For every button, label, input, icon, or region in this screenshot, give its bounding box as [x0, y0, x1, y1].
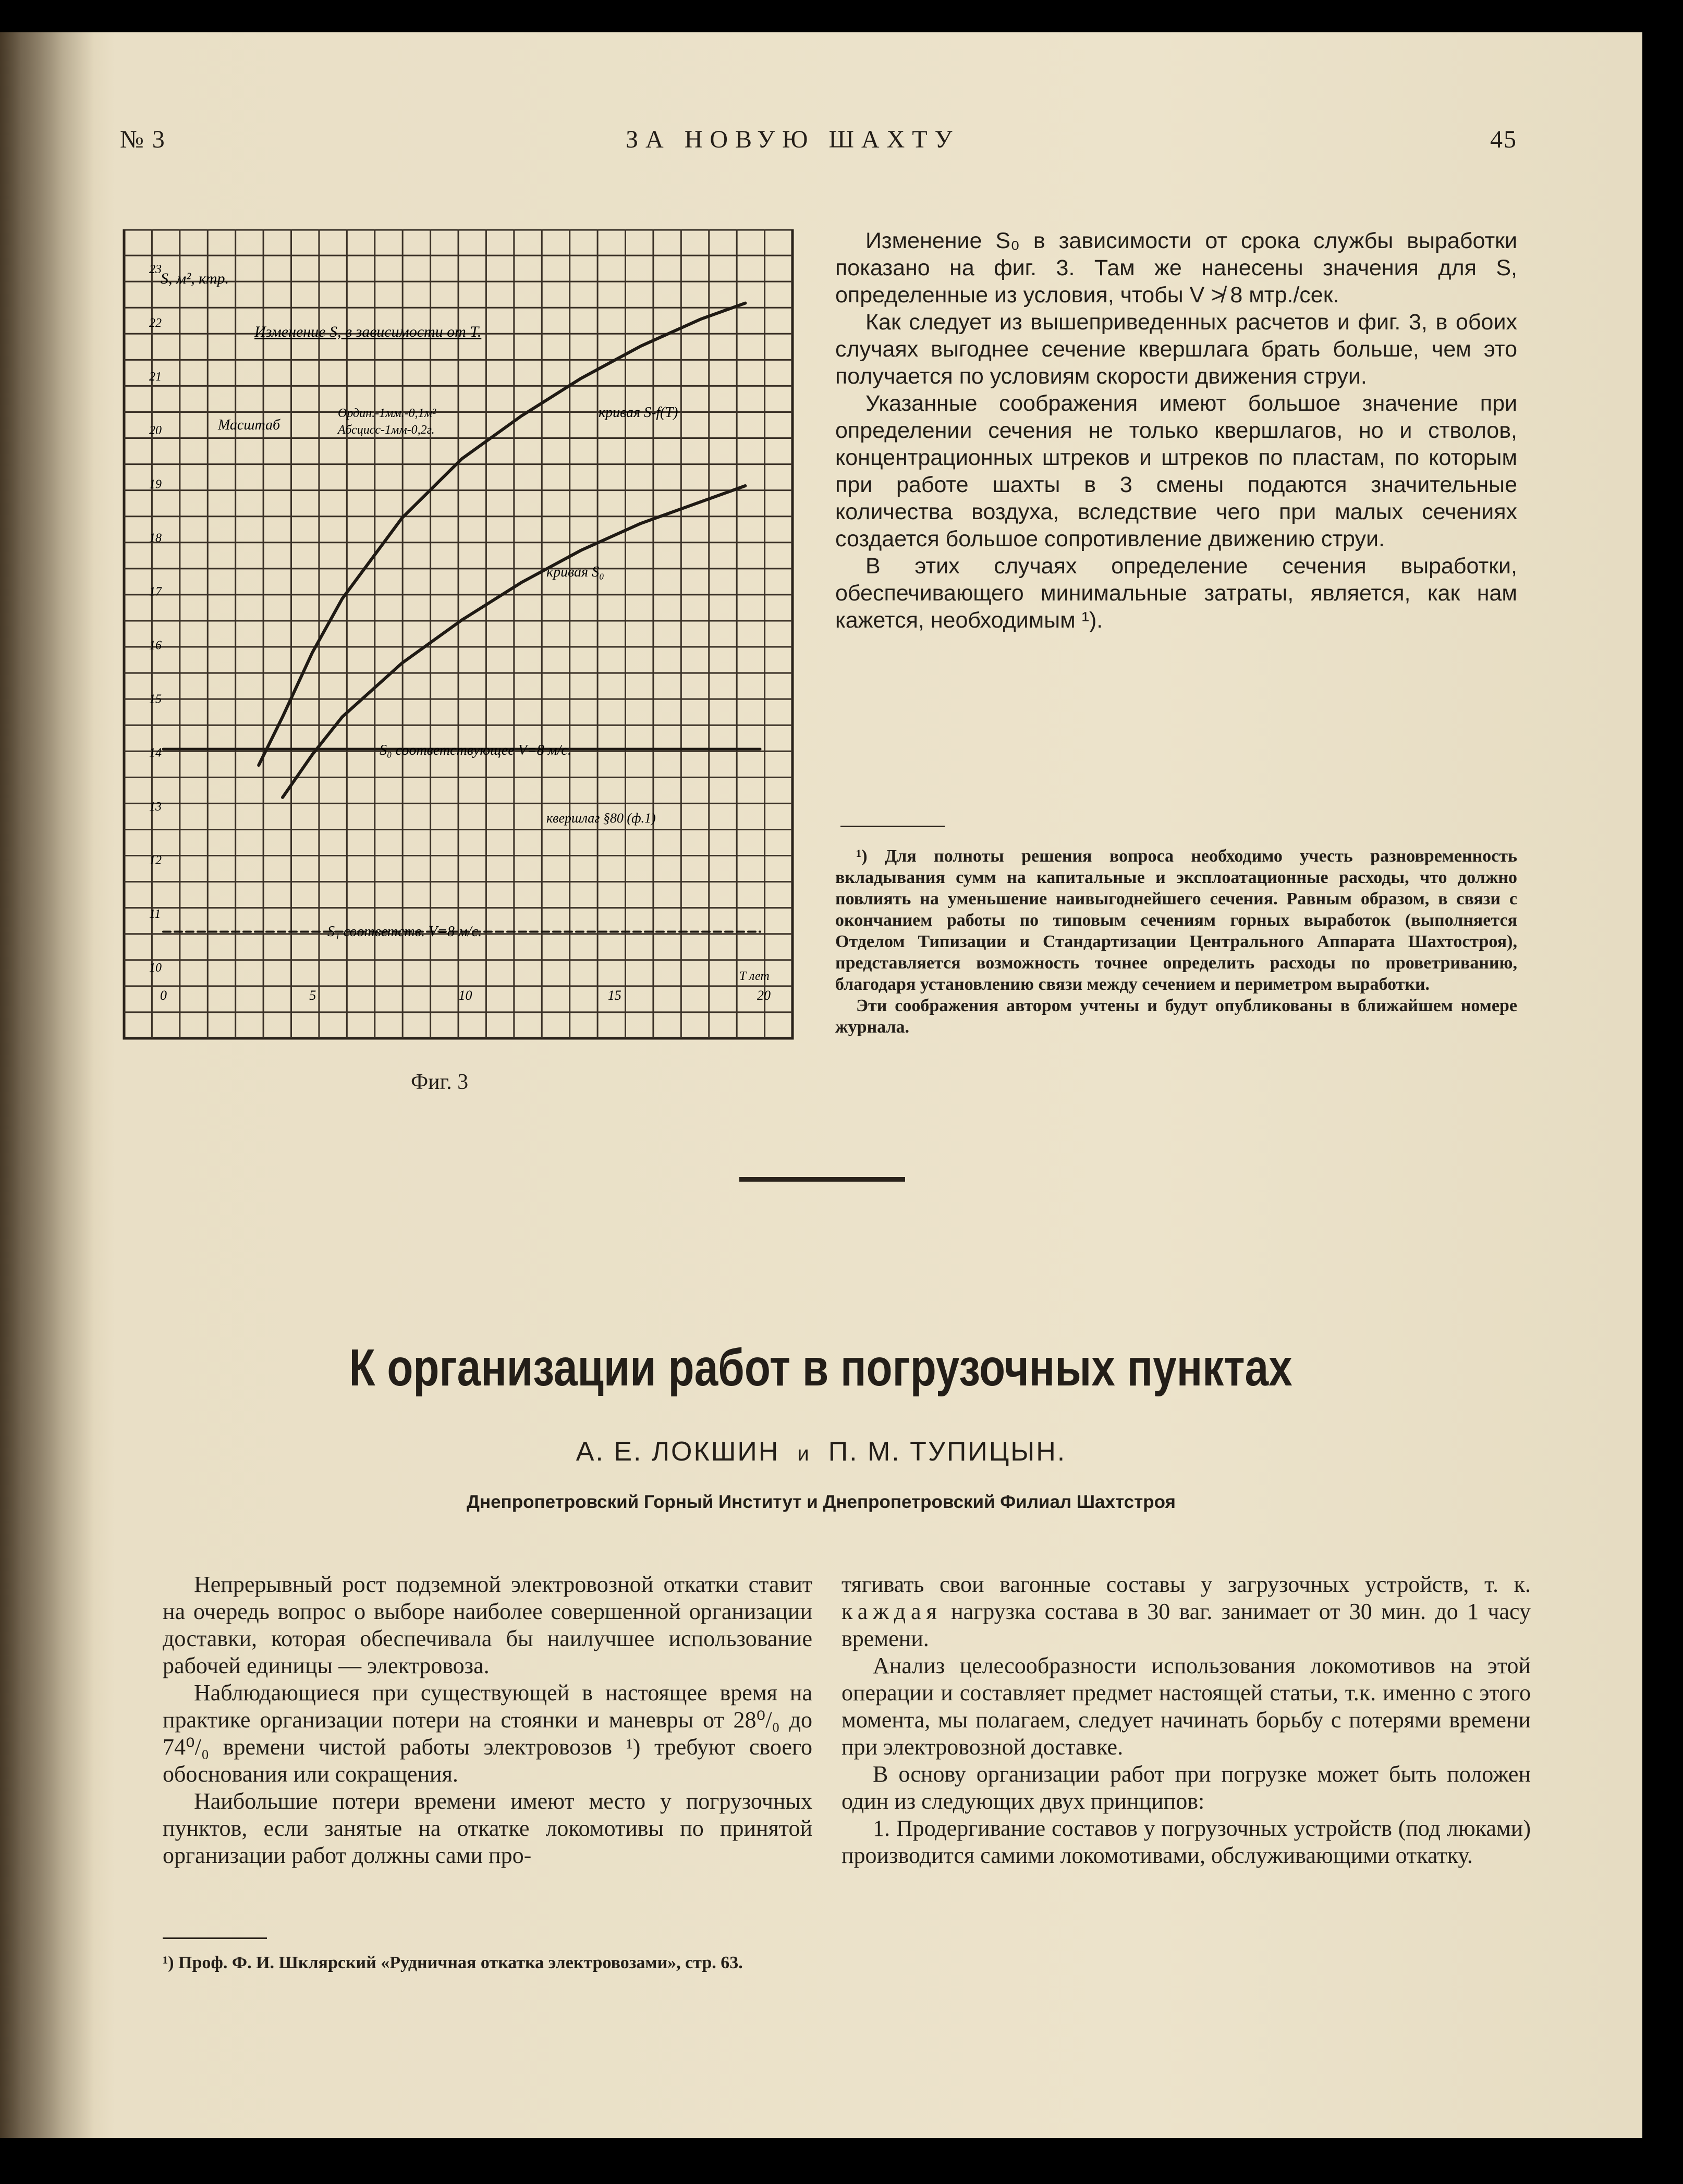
spaced-word: каждая	[842, 1599, 942, 1624]
y-tick-label: 13	[149, 800, 162, 814]
paragraph: Анализ целесообразности использования локомотивов на этой операции и составляет предмет настоящей статьи, т.к. именно с этого момента, мы полагаем, следует начинать борьбу с потерями времени при электровозной доставке.	[842, 1653, 1531, 1760]
y-tick-label: 12	[149, 853, 162, 867]
footnote-text: ¹) Проф. Ф. И. Шклярский «Рудничная откатка электровозами», стр. 63.	[163, 1953, 743, 1972]
journal-title: ЗА НОВУЮ ШАХТУ	[626, 126, 960, 153]
paragraph: 1. Продергивание составов у погрузочных устройств (под люками) производится самими локомотивами, обслуживающими откатку.	[842, 1815, 1531, 1868]
chart-svg	[119, 229, 797, 1053]
chart-grid	[124, 229, 792, 1038]
y-tick-label: 16	[149, 639, 162, 653]
scale-abscissa: Абсцисс-1мм-0,2г.	[338, 423, 435, 437]
paragraph: Как следует из вышеприведенных расчетов и фиг. 3, в обоих случаях выгоднее сечение квершлага брать больше, чем это получается по условиям скорости движения струи.	[835, 310, 1517, 389]
y-tick-label: 15	[149, 692, 162, 706]
authors-conjunction: и	[797, 1442, 811, 1465]
x-tick-label: 10	[458, 988, 472, 1003]
y-tick-label: 20	[149, 424, 162, 438]
line-lower-label: S₁ соответств. V=8 м/с.	[327, 924, 482, 940]
section-separator	[739, 1177, 905, 1182]
y-tick-label: 11	[149, 907, 161, 921]
y-tick-label: 17	[149, 585, 162, 599]
paragraph: Непрерывный рост подземной электровозной откатки ставит на очередь вопрос о выборе наиболее совершенной организации доставки, которая обеспечивала бы наилучшее использование рабочей единицы — электровоза.	[163, 1572, 812, 1678]
y-tick-label: 19	[149, 477, 162, 492]
chart-series	[163, 303, 760, 932]
paragraph: Изменение S₀ в зависимости от срока службы выработки показано на фиг. 3. Там же нанесены значения для S, определенные из условия, чтобы V ≯ 8 мтр./сек.	[835, 228, 1517, 308]
paragraph: Указанные соображения имеют большое значение при определении сечения не только квершлагов, но и стволов, концентрационных штреков и штреков по пластам, по которым при работе шахты в 3 смены подаются значительные количества воздуха, вследствие чего при малых сечениях создается большое сопротивление движению струи.	[835, 391, 1517, 551]
paragraph: В основу организации работ при погрузке может быть положен один из следующих двух принципов:	[842, 1761, 1531, 1814]
line-upper-label: S₀ соответствующее V=8 м/с.	[380, 742, 571, 758]
journal-page	[0, 32, 1642, 2138]
scale-word: Масштаб	[218, 417, 280, 433]
scale-ordinate: Ордин.-1мм.-0,1м²	[338, 407, 436, 420]
paragraph: Наибольшие потери времени имеют место у погрузочных пунктов, если занятые на откатке локомотивы по принятой организации работ должны сами про-	[163, 1788, 812, 1868]
binding-shadow	[0, 32, 94, 2138]
footnote-top	[835, 845, 1517, 1038]
issue-number: № 3	[120, 126, 166, 153]
text-run: тягивать свои вагонные составы у загрузочных устройств, т. к.	[842, 1572, 1531, 1597]
y-tick-label: 18	[149, 531, 162, 545]
footnote-rule	[840, 826, 945, 827]
y-axis-label: S, м², ктр.	[161, 270, 229, 287]
series-line	[259, 303, 745, 765]
y-tick-label: 10	[149, 961, 162, 975]
y-tick-label: 21	[149, 370, 162, 384]
curve-s-label: кривая S-f(T)	[599, 404, 678, 421]
top-right-column	[835, 227, 1517, 634]
article-authors	[0, 1436, 1642, 1467]
article-title: К организации работ в погрузочных пунктах	[349, 1339, 1292, 1397]
line-quershlag-label: квершлаг §80 (ф.1)	[546, 811, 656, 826]
x-axis-label: T лет	[739, 970, 770, 983]
figure-caption: Фиг. 3	[411, 1070, 469, 1094]
x-tick-label: 15	[607, 988, 621, 1003]
affiliation: Днепропетровский Горный Институт и Днепропетровский Филиал Шахтстроя	[467, 1492, 1176, 1512]
paragraph: Наблюдающиеся при существующей в настоящее время на практике организации потери на стоянки и маневры от 28⁰/₀ до 74⁰/₀ времени чистой работы электровозов ¹) требуют своего обоснования или сокращения.	[163, 1680, 812, 1787]
y-tick-label: 23	[149, 263, 162, 276]
text-run: нагрузка состава в 30 ваг. занимает от 30 мин. до 1 часу времени.	[842, 1599, 1531, 1651]
curve-s0-label: кривая S₀	[546, 564, 604, 580]
x-tick-label: 0	[160, 988, 167, 1003]
footnote-bottom	[163, 1952, 812, 1973]
author-1: А. Е. ЛОКШИН	[576, 1437, 780, 1467]
paragraph: В этих случаях определение сечения выработки, обеспечивающего минимальные затраты, является, как нам кажется, необходимым ¹).	[835, 554, 1517, 633]
footnote-text: ¹) Для полноты решения вопроса необходимо учесть разновременность вкладывания сумм на капитальные и эксплоатационные расходы, что должно повлиять на уменьшение наивыгоднейшего сечения. Равным образом, в связи с окончанием работы по типовым сечениям горных выработок (выполняется Отделом Типизации и Стандартизации Центрального Аппарата Шахтостроя), представляется возможность точнее определить расходы по проветриванию, благодаря установлению связи между сечением и периметром выработки.	[835, 846, 1517, 994]
body-left-column	[163, 1571, 812, 1869]
chart-annotations	[161, 270, 770, 983]
x-tick-label: 20	[757, 988, 771, 1003]
author-2: П. М. ТУПИЦЫН.	[828, 1437, 1067, 1467]
y-tick-label: 14	[149, 746, 162, 760]
page-number: 45	[1490, 126, 1517, 153]
figure-3	[119, 229, 797, 1094]
footnote-text: Эти соображения автором учтены и будут опубликованы в ближайшем номере журнала.	[835, 996, 1517, 1037]
x-tick-label: 5	[309, 988, 316, 1003]
y-tick-label: 22	[149, 316, 162, 330]
body-right-column	[842, 1571, 1531, 1869]
footnote-rule	[163, 1937, 267, 1939]
paragraph	[842, 1571, 1531, 1652]
chart-ticks	[149, 263, 771, 1003]
annotation-title: Изменение S, в зависимости от T.	[254, 323, 482, 340]
